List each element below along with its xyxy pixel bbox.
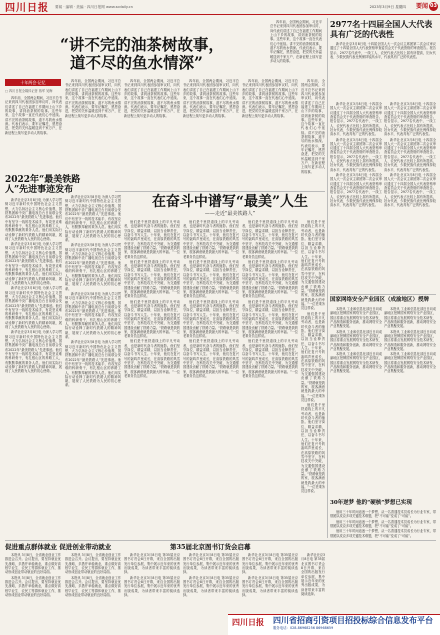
dream-headline: 30年逆梦 他的“硬核”梦想已实现 bbox=[330, 500, 412, 506]
lead-headline bbox=[60, 36, 270, 72]
book-fair-body-4: 新华社北京3月8日电 第35届北京图书订货会8日开幕，来自全国的出版发行单位参展，集中展示近年来的优秀出版成果，为读者带来丰富的阅读选择。 bbox=[301, 553, 325, 596]
lead-headline-line-2: 道不尽的鱼水情深” bbox=[70, 53, 203, 72]
header-info: 要闻 · 编辑 · 美编 · 四川日报网 www.scdaily.cn bbox=[55, 5, 133, 9]
issue-date: 2023年3月9日 星期四 bbox=[369, 5, 406, 9]
lead-kicker: 十年两会·记忆 bbox=[5, 79, 61, 86]
cyber-park-headline: 国家网络安全产业园区（成渝地区）授牌 bbox=[330, 297, 430, 303]
employment-body-1: 本报讯 3月8日，全省就业创业工作推进会召开。会议提出，要坚持就业优先战略，多措并举稳就业，重点做好高校毕业生、农民工等群体就业工作，推动形成创业带动就业的良好局面。 本报讯 3月8日，全省就业创业工作推进会召开。会议提出，要坚持就业优先战略，多措并举稳就业，重点做好高校毕业生、农民工等群体就业工作，推动形成创业带动就业的良好局面。 bbox=[5, 553, 61, 597]
book-fair-body-2: 新华社北京3月8日电 第35届北京图书订货会8日开幕，来自全国的出版发行单位参展，集中展示近年来的优秀出版成果，为读者带来丰富的阅读选择。 新华社北京3月8日电 第35届北京图书订货会8日开幕，来自全国的出版发行单位参展，集中展示近年来的优秀出版成果，为读者带来丰富的阅读选择。 bbox=[183, 553, 239, 597]
footer-ad-phone: 服务电话：028-86968256 86968659 bbox=[273, 626, 334, 630]
story-2022-body-2: 新华社北京3月8日电 为深入学习贯彻习近平新时代中国特色社会主义思想，大力弘扬社会主义核心价值观，国铁集团和中央广播电视总台日前联合发布2022年“最美铁路人”先进事迹。他们中有坚守一线的技术能手，有攻坚克难的科研骨干，有扎根山区的养路工人，有默默奉献的乘务人员。他们用实际行动诠释了新时代铁路人的精神风貌，展现了人民铁路为人民的初心使命。 新华社北京3月8日电 为深入学习贯彻习近平新时代中国特色社会主义思想，大力弘扬社会主义核心价值观，国铁集团和中央广播电视总台日前联合发布2022年“最美铁路人”先进事迹。他们中有坚守一线的技术能手，有攻坚克难的科研骨干，有扎根山区的养路工人，有默默奉献的乘务人员。他们用实际行动诠释了新时代铁路人的精神风貌，展现了人民铁路为人民的初心使命。 新华社北京3月8日电 为深入学习贯彻习近平新时代中国特色社会主义思想，大力弘扬社会主义核心价值观，国铁集团和中央广播电视总台日前联合发布2022年“最美铁路人”先进事迹。他们中有坚守一线的技术能手，有攻坚克难的科研骨干，有扎根山区的养路工人，有默默奉献的乘务人员。他们用实际行动诠释了新时代铁路人的精神风貌，展现了人民铁路为人民的初心使命。 新华社北京3月8日电 为深入学习贯彻习近平新时代中国特色社会主义思想，大力弘扬社会主义核心价值观，国铁集团和中央广播电视总台日前联合发布2022年“最美铁路人”先进事迹。他们中有坚守一线的技术能手，有攻坚克难的科研骨干，有扎根山区的养路工人，有默默奉献的乘务人员。他们用实际行动诠释了新时代铁路人的精神风貌，展现了人民铁路为人民的初心使命。 bbox=[65, 195, 121, 388]
feature-body-col-2: 他们是千里铁道线上的平凡劳动者，也是新时代奋斗者的缩影。他们坚守岗位，精益求精，以担当诠释责任，以奋斗书写人生。十年来，他们在复兴号的轰鸣声里成长，在高原铁路的风雪中坚守，在科技攻关中突破，为交通强国建设贡献了铁路力量。“铁路就是我的家，旅客满意就是我最大的幸福。”一位老乘务员这样说。 他们是千里铁道线上的平凡劳动者，也是新时代奋斗者的缩影。他们坚守岗位，精益求精，以担当诠释责任，以奋斗书写人生。十年来，他们在复兴号的轰鸣声里成长，在高原铁路的风雪中坚守，在科技攻关中突破，为交通强国建设贡献了铁路力量。“铁路就是我的家，旅客满意就是我最大的幸福。”一位老乘务员这样说。 他们是千里铁道线上的平凡劳动者，也是新时代奋斗者的缩影。他们坚守岗位，精益求精，以担当诠释责任，以奋斗书写人生。十年来，他们在复兴号的轰鸣声里成长，在高原铁路的风雪中坚守，在科技攻关中突破，为交通强国建设贡献了铁路力量。“铁路就是我的家，旅客满意就是我最大的幸福。”一位老乘务员这样说。 他们是千里铁道线上的平凡劳动者，也是新时代奋斗者的缩影。他们坚守岗位，精益求精，以担当诠释责任，以奋斗书写人生。十年来，他们在复兴号的轰鸣声里成长，在高原铁路的风雪中坚守，在科技攻关中突破，为交通强国建设贡献了铁路力量。“铁路就是我的家，旅客满意就是我最大的幸福。”一位老乘务员这样说。 bbox=[183, 220, 239, 378]
feature-subhead: ——走近“最美铁路人” bbox=[204, 211, 256, 217]
book-fair-body-1: 新华社北京3月8日电 第35届北京图书订货会8日开幕，来自全国的出版发行单位参展，集中展示近年来的优秀出版成果，为读者带来丰富的阅读选择。 新华社北京3月8日电 第35届北京图书订货会8日开幕，来自全国的出版发行单位参展，集中展示近年来的优秀出版成果，为读者带来丰富的阅读选择。 bbox=[124, 553, 180, 597]
section-rule bbox=[115, 191, 325, 192]
book-fair-headline: 第35届北京图书订货会启幕 bbox=[170, 543, 251, 551]
dream-body: 他用三十年时间追逐一个梦想，从一名普通技术员成长为行业专家，带领团队攻克多项关键技术难题，把“不可能”变成了“可能”。 他用三十年时间追逐一个梦想，从一名普通技术员成长为行业专家，带领团队攻克多项关键技术难题，把“不可能”变成了“可能”。 他用三十年时间追逐一个梦想，从一名普通技术员成长为行业专家，带领团队攻克多项关键技术难题，把“不可能”变成了“可能”。 bbox=[330, 510, 436, 538]
employment-headline: 促进重点群体就业 促进创业带动就业 bbox=[5, 543, 112, 551]
delegates-body-1: 新华社北京3月8日电 十四届全国人大一次会议主席团第二次会议审议通过了十四届全国人大代表资格审查委员会关于代表资格的审查报告。报告显示，2977名代表中，一线工人、农民代表占比较上届有所提高，妇女代表、少数民族代表比例保持较高水平，代表具有广泛的代表性。 bbox=[330, 42, 436, 59]
cyber-park-body-2: 本报讯 工业和信息化部近日向成渝地区授牌国家网络安全产业园区，园区将重点发展网络安全技术研发、产品制造和服务创新，推动网络安全产业集聚发展。 本报讯 工业和信息化部近日向成渝地区授牌国家网络安全产业园区，园区将重点发展网络安全技术研发、产品制造和服务创新，推动网络安全产业集聚发展。 本报讯 工业和信息化部近日向成渝地区授牌国家网络安全产业园区，园区将重点发展网络安全技术研发、产品制造和服务创新，推动网络安全产业集聚发展。 bbox=[384, 307, 436, 374]
lead-headline-line-1: “讲不完的油茶树故事， bbox=[60, 35, 224, 54]
delegates-headline: 2977名十四届全国人大代表具有广泛的代表性 bbox=[330, 19, 433, 39]
feature-headline: 在奋斗中谱写“最美”人生 bbox=[151, 194, 309, 210]
feature-body-col-1: 他们是千里铁道线上的平凡劳动者，也是新时代奋斗者的缩影。他们坚守岗位，精益求精，以担当诠释责任，以奋斗书写人生。十年来，他们在复兴号的轰鸣声里成长，在高原铁路的风雪中坚守，在科技攻关中突破，为交通强国建设贡献了铁路力量。“铁路就是我的家，旅客满意就是我最大的幸福。”一位老乘务员这样说。 他们是千里铁道线上的平凡劳动者，也是新时代奋斗者的缩影。他们坚守岗位，精益求精，以担当诠释责任，以奋斗书写人生。十年来，他们在复兴号的轰鸣声里成长，在高原铁路的风雪中坚守，在科技攻关中突破，为交通强国建设贡献了铁路力量。“铁路就是我的家，旅客满意就是我最大的幸福。”一位老乘务员这样说。 他们是千里铁道线上的平凡劳动者，也是新时代奋斗者的缩影。他们坚守岗位，精益求精，以担当诠释责任，以奋斗书写人生。十年来，他们在复兴号的轰鸣声里成长，在高原铁路的风雪中坚守，在科技攻关中突破，为交通强国建设贡献了铁路力量。“铁路就是我的家，旅客满意就是我最大的幸福。”一位老乘务员这样说。 他们是千里铁道线上的平凡劳动者，也是新时代奋斗者的缩影。他们坚守岗位，精益求精，以担当诠释责任，以奋斗书写人生。十年来，他们在复兴号的轰鸣声里成长，在高原铁路的风雪中坚守，在科技攻关中突破，为交通强国建设贡献了铁路力量。“铁路就是我的家，旅客满意就是我最大的幸福。”一位老乘务员这样说。 bbox=[124, 220, 180, 378]
section-label: 要闻 bbox=[415, 3, 428, 10]
feature-body-col-3: 他们是千里铁道线上的平凡劳动者，也是新时代奋斗者的缩影。他们坚守岗位，精益求精，以担当诠释责任，以奋斗书写人生。十年来，他们在复兴号的轰鸣声里成长，在高原铁路的风雪中坚守，在科技攻关中突破，为交通强国建设贡献了铁路力量。“铁路就是我的家，旅客满意就是我最大的幸福。”一位老乘务员这样说。 他们是千里铁道线上的平凡劳动者，也是新时代奋斗者的缩影。他们坚守岗位，精益求精，以担当诠释责任，以奋斗书写人生。十年来，他们在复兴号的轰鸣声里成长，在高原铁路的风雪中坚守，在科技攻关中突破，为交通强国建设贡献了铁路力量。“铁路就是我的家，旅客满意就是我最大的幸福。”一位老乘务员这样说。 他们是千里铁道线上的平凡劳动者，也是新时代奋斗者的缩影。他们坚守岗位，精益求精，以担当诠释责任，以奋斗书写人生。十年来，他们在复兴号的轰鸣声里成长，在高原铁路的风雪中坚守，在科技攻关中突破，为交通强国建设贡献了铁路力量。“铁路就是我的家，旅客满意就是我最大的幸福。”一位老乘务员这样说。 他们是千里铁道线上的平凡劳动者，也是新时代奋斗者的缩影。他们坚守岗位，精益求精，以担当诠释责任，以奋斗书写人生。十年来，他们在复兴号的轰鸣声里成长，在高原铁路的风雪中坚守，在科技攻关中突破，为交通强国建设贡献了铁路力量。“铁路就是我的家，旅客满意就是我最大的幸福。”一位老乘务员这样说。 bbox=[242, 220, 298, 378]
book-fair-body-3: 新华社北京3月8日电 第35届北京图书订货会8日开幕，来自全国的出版发行单位参展，集中展示近年来的优秀出版成果，为读者带来丰富的阅读选择。 新华社北京3月8日电 第35届北京图书订货会8日开幕，来自全国的出版发行单位参展，集中展示近年来的优秀出版成果，为读者带来丰富的阅读选择。 bbox=[242, 553, 298, 597]
column-rule bbox=[327, 18, 328, 538]
newspaper-logo: 四川日报 bbox=[5, 3, 49, 14]
lead-body-col-2: 四年前，全国两会期间，习近平总书记来到四川代表团参加审议时，向代表们讲述了自己在福建工作期间上山下乡的故事，讲到油茶树的故事。这些年来，这个故事一直在代表们心中延续。讲不完的油茶树故事，道不尽的鱼水情深。代表们表示，要牢记嘱托，感恩奋进，把党的关怀温暖送到千家万户，在新征程上续写更多动人的故事。 bbox=[65, 79, 121, 118]
footer-logo: 四川日报 bbox=[232, 617, 264, 627]
lead-body-col-1: 四年前，全国两会期间，习近平总书记来到四川代表团参加审议时，向代表们讲述了自己在福建工作期间上山下乡的故事，讲到油茶树的故事。这些年来，这个故事一直在代表们心中延续。讲不完的油茶树故事，道不尽的鱼水情深。代表们表示，要牢记嘱托，感恩奋进，把党的关怀温暖送到千家万户，在新征程上续写更多动人的故事。 bbox=[5, 96, 62, 135]
lead-body-col-7: 四年前，全国两会期间，习近平总书记来到四川代表团参加审议时，向代表们讲述了自己在福建工作期间上山下乡的故事，讲到油茶树的故事。这些年来，这个故事一直在代表们心中延续。讲不完的油茶树故事，道不尽的鱼水情深。代表们表示，要牢记嘱托，感恩奋进，把党的关怀温暖送到千家万户，在新征程上续写更多动人的故事。 bbox=[301, 79, 325, 174]
cyber-park-body-1: 本报讯 工业和信息化部近日向成渝地区授牌国家网络安全产业园区，园区将重点发展网络安全技术研发、产品制造和服务创新，推动网络安全产业集聚发展。 本报讯 工业和信息化部近日向成渝地区授牌国家网络安全产业园区，园区将重点发展网络安全技术研发、产品制造和服务创新，推动网络安全产业集聚发展。 本报讯 工业和信息化部近日向成渝地区授牌国家网络安全产业园区，园区将重点发展网络安全技术研发、产品制造和服务创新，推动网络安全产业集聚发展。 bbox=[330, 307, 382, 374]
delegates-body-3: 新华社北京3月8日电 十四届全国人大一次会议主席团第二次会议审议通过了十四届全国人大代表资格审查委员会关于代表资格的审查报告。报告显示，2977名代表中，一线工人、农民代表占比较上届有所提高，妇女代表、少数民族代表比例保持较高水平，代表具有广泛的代表性。 新华社北京3月8日电 十四届全国人大一次会议主席团第二次会议审议通过了十四届全国人大代表资格审查委员会关于代表资格的审查报告。报告显示，2977名代表中，一线工人、农民代表占比较上届有所提高，妇女代表、少数民族代表比例保持较高水平，代表具有广泛的代表性。 新华社北京3月8日电 十四届全国人大一次会议主席团第二次会议审议通过了十四届全国人大代表资格审查委员会关于代表资格的审查报告。报告显示，2977名代表中，一线工人、农民代表占比较上届有所提高，妇女代表、少数民族代表比例保持较高水平，代表具有广泛的代表性。 bbox=[384, 102, 436, 208]
story-2022-headline: 2022年“最美铁路人”先进事迹发布 bbox=[5, 175, 81, 195]
lead-body-col-4: 四年前，全国两会期间，习近平总书记来到四川代表团参加审议时，向代表们讲述了自己在福建工作期间上山下乡的故事，讲到油茶树的故事。这些年来，这个故事一直在代表们心中延续。讲不完的油茶树故事，道不尽的鱼水情深。代表们表示，要牢记嘱托，感恩奋进，把党的关怀温暖送到千家万户，在新征程上续写更多动人的故事。 bbox=[183, 79, 239, 118]
feature-body-col-4: 他们是千里铁道线上的平凡劳动者，也是新时代奋斗者的缩影。他们坚守岗位，精益求精，以担当诠释责任，以奋斗书写人生。十年来，他们在复兴号的轰鸣声里成长，在高原铁路的风雪中坚守，在科技攻关中突破，为交通强国建设贡献了铁路力量。“铁路就是我的家，旅客满意就是我最大的幸福。”一位老乘务员这样说。 他们是千里铁道线上的平凡劳动者，也是新时代奋斗者的缩影。他们坚守岗位，精益求精，以担当诠释责任，以奋斗书写人生。十年来，他们在复兴号的轰鸣声里成长，在高原铁路的风雪中坚守，在科技攻关中突破，为交通强国建设贡献了铁路力量。“铁路就是我的家，旅客满意就是我最大的幸福。”一位老乘务员这样说。 他们是千里铁道线上的平凡劳动者，也是新时代奋斗者的缩影。他们坚守岗位，精益求精，以担当诠释责任，以奋斗书写人生。十年来，他们在复兴号的轰鸣声里成长，在高原铁路的风雪中坚守，在科技攻关中突破，为交通强国建设贡献了铁路力量。“铁路就是我的家，旅客满意就是我最大的幸福。”一位老乘务员这样说。 bbox=[301, 220, 325, 494]
story-2022-body: 新华社北京3月8日电 为深入学习贯彻习近平新时代中国特色社会主义思想，大力弘扬社会主义核心价值观，国铁集团和中央广播电视总台日前联合发布2022年“最美铁路人”先进事迹。他们中有坚守一线的技术能手，有攻坚克难的科研骨干，有扎根山区的养路工人，有默默奉献的乘务人员。他们用实际行动诠释了新时代铁路人的精神风貌，展现了人民铁路为人民的初心使命。 新华社北京3月8日电 为深入学习贯彻习近平新时代中国特色社会主义思想，大力弘扬社会主义核心价值观，国铁集团和中央广播电视总台日前联合发布2022年“最美铁路人”先进事迹。他们中有坚守一线的技术能手，有攻坚克难的科研骨干，有扎根山区的养路工人，有默默奉献的乘务人员。他们用实际行动诠释了新时代铁路人的精神风貌，展现了人民铁路为人民的初心使命。 新华社北京3月8日电 为深入学习贯彻习近平新时代中国特色社会主义思想，大力弘扬社会主义核心价值观，国铁集团和中央广播电视总台日前联合发布2022年“最美铁路人”先进事迹。他们中有坚守一线的技术能手，有攻坚克难的科研骨干，有扎根山区的养路工人，有默默奉献的乘务人员。他们用实际行动诠释了新时代铁路人的精神风貌，展现了人民铁路为人民的初心使命。 新华社北京3月8日电 为深入学习贯彻习近平新时代中国特色社会主义思想，大力弘扬社会主义核心价值观，国铁集团和中央广播电视总台日前联合发布2022年“最美铁路人”先进事迹。他们中有坚守一线的技术能手，有攻坚克难的科研骨干，有扎根山区的养路工人，有默默奉献的乘务人员。他们用实际行动诠释了新时代铁路人的精神风貌，展现了人民铁路为人民的初心使命。 bbox=[5, 198, 62, 374]
employment-body-2: 本报讯 3月8日，全省就业创业工作推进会召开。会议提出，要坚持就业优先战略，多措并举稳就业，重点做好高校毕业生、农民工等群体就业工作，推动形成创业带动就业的良好局面。 本报讯 3月8日，全省就业创业工作推进会召开。会议提出，要坚持就业优先战略，多措并举稳就业，重点做好高校毕业生、农民工等群体就业工作，推动形成创业带动就业的良好局面。 bbox=[65, 553, 121, 597]
lead-body-col-6: 四年前，全国两会期间，习近平总书记来到四川代表团参加审议时，向代表们讲述了自己在福建工作期间上山下乡的故事，讲到油茶树的故事。这些年来，这个故事一直在代表们心中延续。讲不完的油茶树故事，道不尽的鱼水情深。代表们表示，要牢记嘱托，感恩奋进，把党的关怀温暖送到千家万户，在新征程上续写更多动人的故事。 bbox=[270, 20, 322, 63]
footer-ad-title: 四川省招商引资项目招投标综合信息发布平台 bbox=[273, 615, 433, 625]
page-number: 03 bbox=[430, 3, 437, 9]
lead-body-col-5: 四年前，全国两会期间，习近平总书记来到四川代表团参加审议时，向代表们讲述了自己在福建工作期间上山下乡的故事，讲到油茶树的故事。这些年来，这个故事一直在代表们心中延续。讲不完的油茶树故事，道不尽的鱼水情深。代表们表示，要牢记嘱托，感恩奋进，把党的关怀温暖送到千家万户，在新征程上续写更多动人的故事。 bbox=[242, 79, 298, 118]
delegates-body-2: 新华社北京3月8日电 十四届全国人大一次会议主席团第二次会议审议通过了十四届全国人大代表资格审查委员会关于代表资格的审查报告。报告显示，2977名代表中，一线工人、农民代表占比较上届有所提高，妇女代表、少数民族代表比例保持较高水平，代表具有广泛的代表性。 新华社北京3月8日电 十四届全国人大一次会议主席团第二次会议审议通过了十四届全国人大代表资格审查委员会关于代表资格的审查报告。报告显示，2977名代表中，一线工人、农民代表占比较上届有所提高，妇女代表、少数民族代表比例保持较高水平，代表具有广泛的代表性。 新华社北京3月8日电 十四届全国人大一次会议主席团第二次会议审议通过了十四届全国人大代表资格审查委员会关于代表资格的审查报告。报告显示，2977名代表中，一线工人、农民代表占比较上届有所提高，妇女代表、少数民族代表比例保持较高水平，代表具有广泛的代表性。 bbox=[330, 102, 382, 208]
lead-body-col-3: 四年前，全国两会期间，习近平总书记来到四川代表团参加审议时，向代表们讲述了自己在福建工作期间上山下乡的故事，讲到油茶树的故事。这些年来，这个故事一直在代表们心中延续。讲不完的油茶树故事，道不尽的鱼水情深。代表们表示，要牢记嘱托，感恩奋进，把党的关怀温暖送到千家万户，在新征程上续写更多动人的故事。 bbox=[124, 79, 180, 118]
lead-byline: □ 四川日报全媒体记者 蒋军 吴梅 bbox=[5, 89, 53, 93]
right-rule-1 bbox=[330, 294, 436, 295]
